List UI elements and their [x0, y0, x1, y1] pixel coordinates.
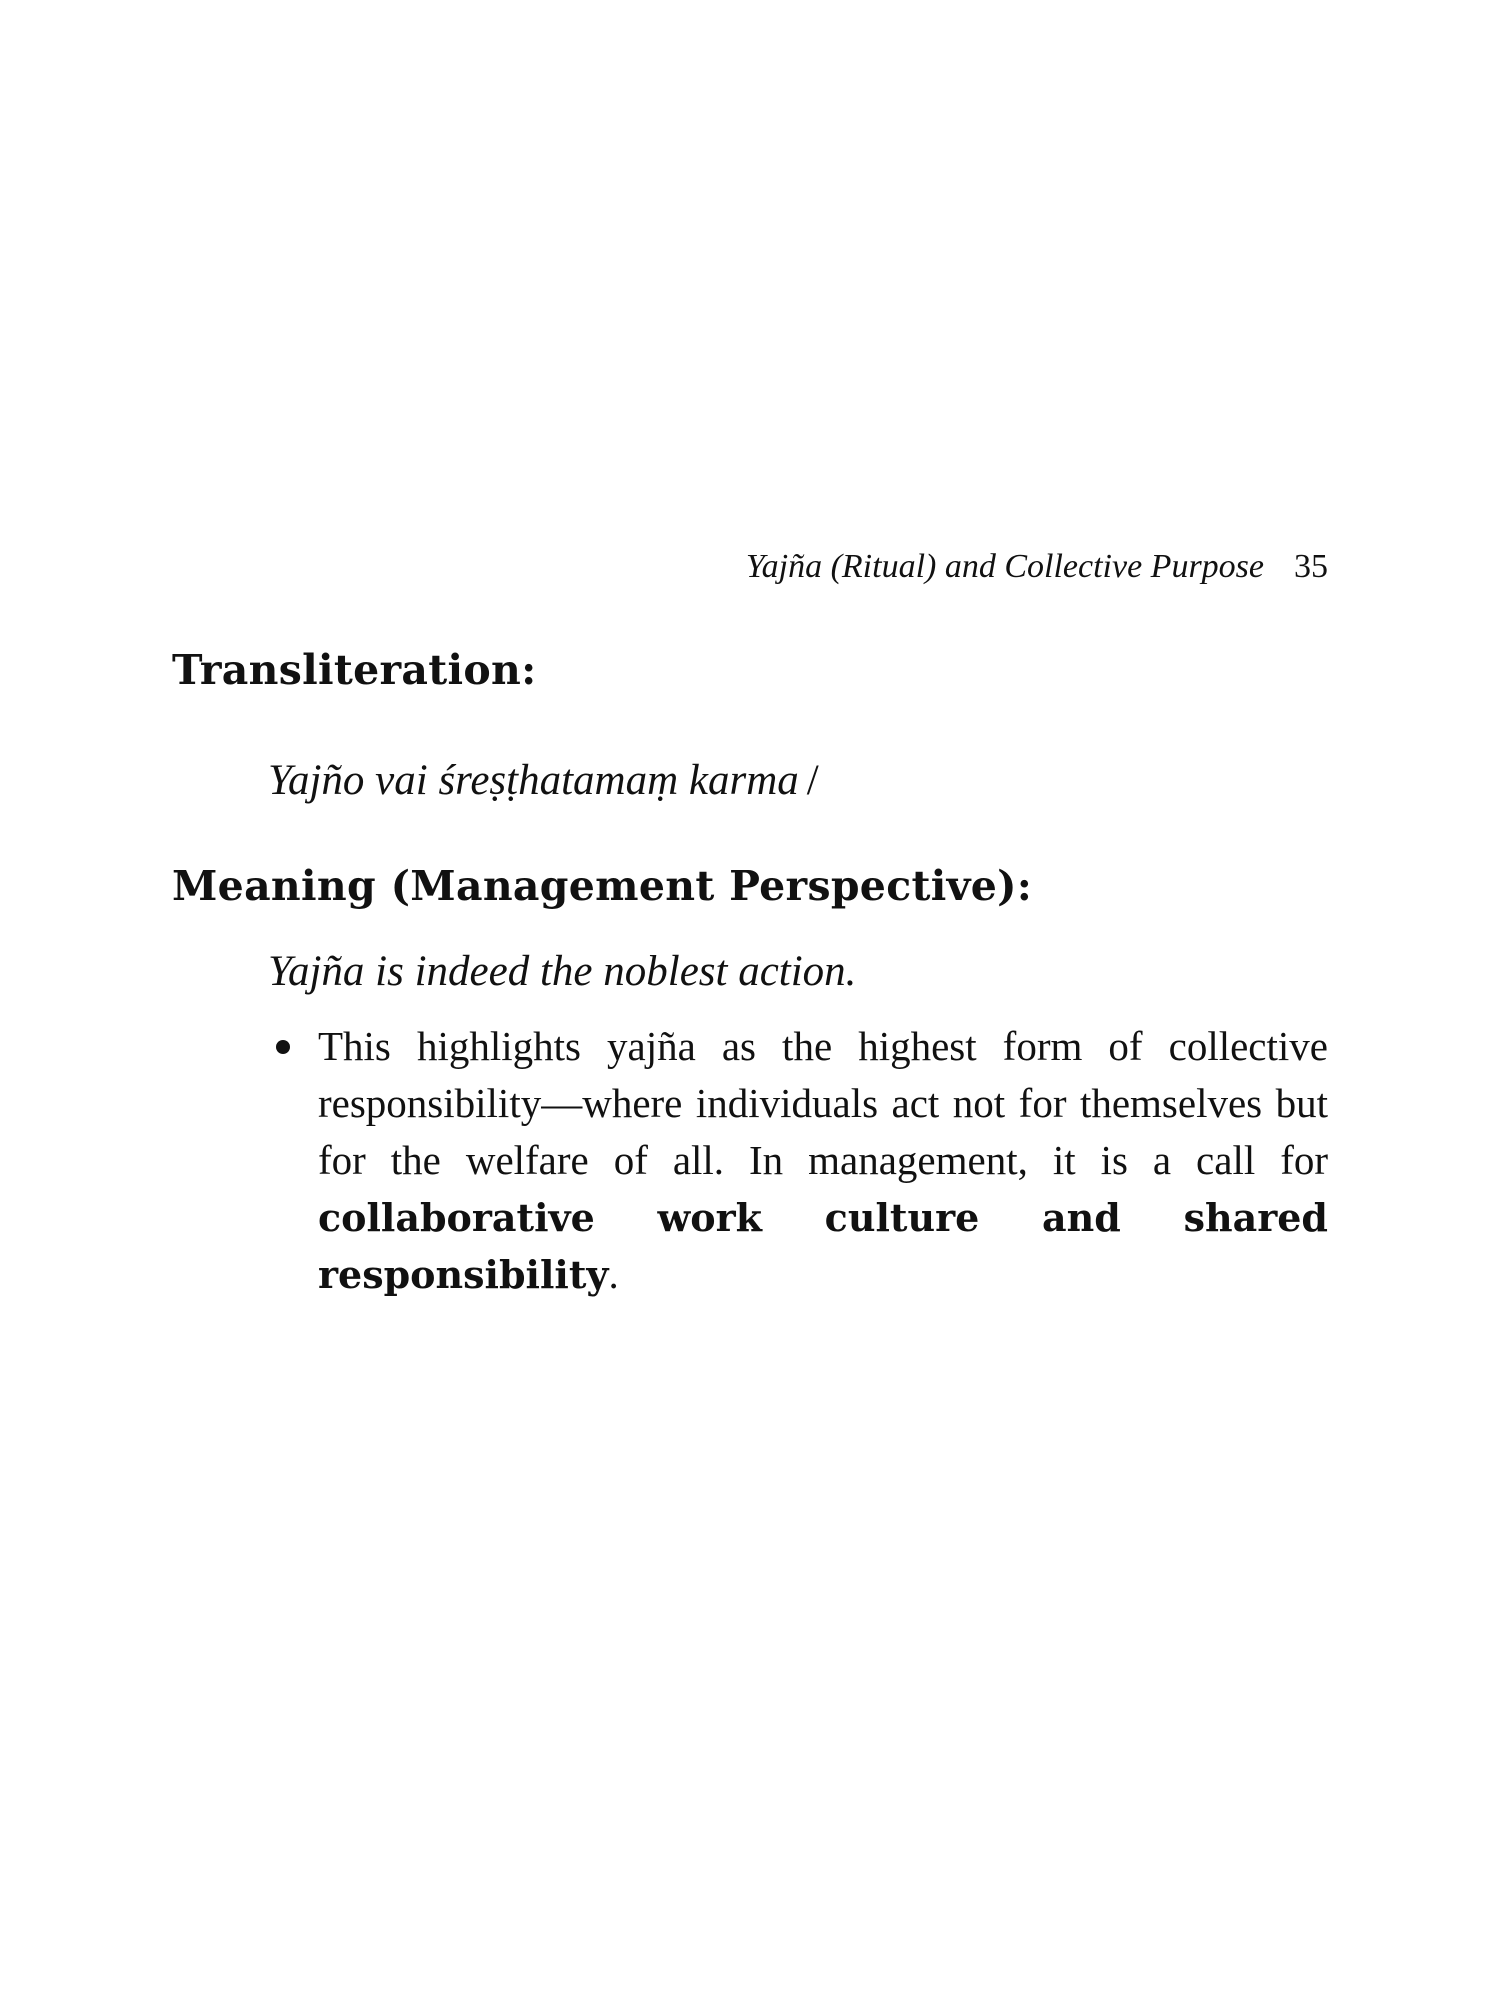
bullet-icon	[276, 1040, 290, 1054]
meaning-heading: Meaning (Management Perspective):	[172, 862, 1033, 910]
running-header-title: Yajña (Ritual) and Collective Purpose	[745, 548, 1264, 585]
meaning-text: Yajña is indeed the noblest action.	[268, 948, 857, 995]
danda-mark: /	[806, 757, 819, 804]
bullet-text-after: .	[608, 1251, 619, 1297]
bullet-emphasis: collaborative work culture and shared responsibility	[318, 1195, 1328, 1297]
bullet-text-before: This highlights yajña as the highest form of collective responsibility—where individuals act not for themselves but for the welfare of all. In management, it is a call for	[318, 1023, 1328, 1183]
transliteration-text	[268, 756, 819, 805]
transliteration-verse: Yajño vai śreṣṭhatamaṃ karma	[268, 757, 799, 804]
transliteration-heading: Transliteration:	[172, 646, 537, 694]
page-number: 35	[1294, 548, 1328, 585]
running-header	[600, 548, 1328, 586]
bullet-paragraph	[318, 1018, 1328, 1303]
